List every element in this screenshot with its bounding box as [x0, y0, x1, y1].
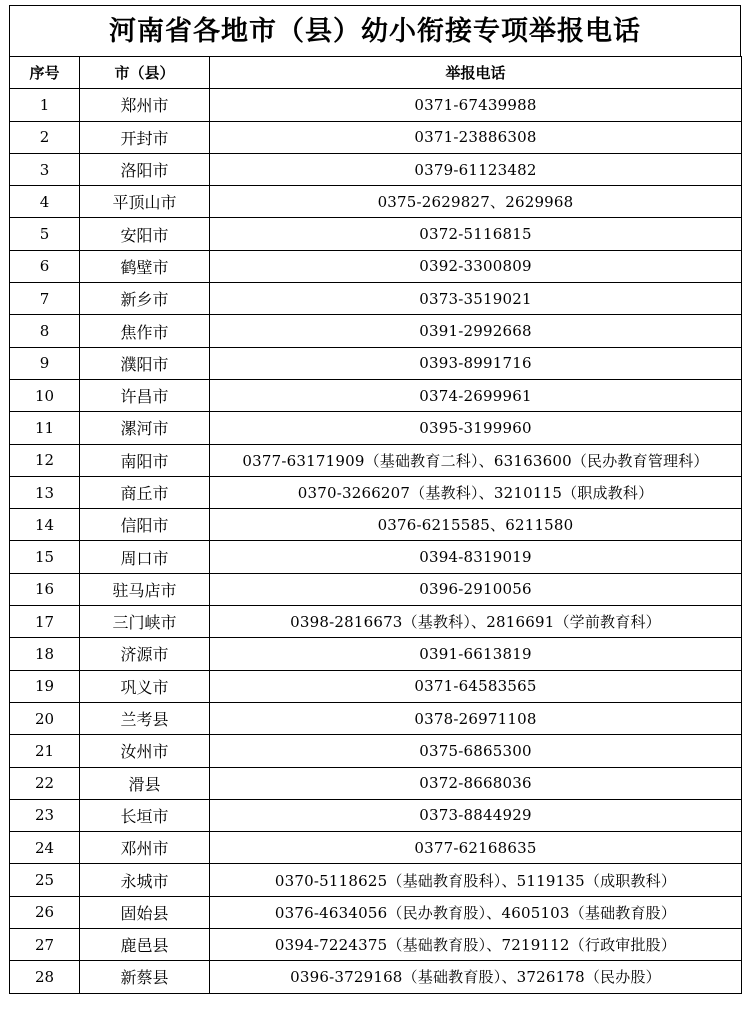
- table-header-row: [10, 57, 742, 89]
- row-index: 18: [10, 638, 80, 670]
- row-index: 25: [10, 864, 80, 896]
- row-phone: 0396-3729168（基础教育股）、3726178（民办股）: [210, 961, 742, 993]
- table-body: [10, 89, 742, 993]
- row-city: 开封市: [80, 121, 210, 153]
- row-phone: 0373-3519021: [210, 283, 742, 315]
- hotline-sheet: [9, 5, 741, 994]
- table-row: [10, 832, 742, 864]
- row-city: 汝州市: [80, 735, 210, 767]
- row-phone: 0379-61123482: [210, 153, 742, 185]
- table-row: [10, 541, 742, 573]
- table-row: [10, 347, 742, 379]
- row-city: 邓州市: [80, 832, 210, 864]
- row-phone: 0398-2816673（基教科）、2816691（学前教育科）: [210, 606, 742, 638]
- table-row: [10, 476, 742, 508]
- row-phone: 0375-2629827、2629968: [210, 186, 742, 218]
- table-row: [10, 412, 742, 444]
- row-city: 长垣市: [80, 799, 210, 831]
- row-phone: 0395-3199960: [210, 412, 742, 444]
- row-phone: 0394-7224375（基础教育股）、7219112（行政审批股）: [210, 929, 742, 961]
- row-index: 17: [10, 606, 80, 638]
- row-index: 5: [10, 218, 80, 250]
- row-city: 鹤壁市: [80, 250, 210, 282]
- page-title: 河南省各地市（县）幼小衔接专项举报电话: [9, 5, 741, 56]
- row-phone: 0371-67439988: [210, 89, 742, 121]
- row-index: 22: [10, 767, 80, 799]
- row-city: 商丘市: [80, 476, 210, 508]
- row-city: 漯河市: [80, 412, 210, 444]
- row-city: 滑县: [80, 767, 210, 799]
- table-row: [10, 315, 742, 347]
- row-phone: 0376-6215585、6211580: [210, 509, 742, 541]
- row-city: 鹿邑县: [80, 929, 210, 961]
- header-city: 市（县）: [80, 57, 210, 89]
- row-phone: 0376-4634056（民办教育股）、4605103（基础教育股）: [210, 896, 742, 928]
- row-city: 驻马店市: [80, 573, 210, 605]
- row-phone: 0393-8991716: [210, 347, 742, 379]
- row-city: 安阳市: [80, 218, 210, 250]
- header-phone: 举报电话: [210, 57, 742, 89]
- row-phone: 0374-2699961: [210, 379, 742, 411]
- row-index: 11: [10, 412, 80, 444]
- row-phone: 0377-63171909（基础教育二科）、63163600（民办教育管理科）: [210, 444, 742, 476]
- row-index: 7: [10, 283, 80, 315]
- row-phone: 0371-64583565: [210, 670, 742, 702]
- row-city: 许昌市: [80, 379, 210, 411]
- row-index: 4: [10, 186, 80, 218]
- table-row: [10, 573, 742, 605]
- row-index: 19: [10, 670, 80, 702]
- table-row: [10, 89, 742, 121]
- row-phone: 0396-2910056: [210, 573, 742, 605]
- table-row: [10, 864, 742, 896]
- row-phone: 0372-5116815: [210, 218, 742, 250]
- row-index: 20: [10, 702, 80, 734]
- table-row: [10, 735, 742, 767]
- row-city: 洛阳市: [80, 153, 210, 185]
- table-row: [10, 121, 742, 153]
- row-index: 3: [10, 153, 80, 185]
- table-row: [10, 250, 742, 282]
- row-city: 濮阳市: [80, 347, 210, 379]
- row-index: 10: [10, 379, 80, 411]
- table-row: [10, 606, 742, 638]
- row-city: 永城市: [80, 864, 210, 896]
- row-index: 16: [10, 573, 80, 605]
- row-index: 26: [10, 896, 80, 928]
- row-city: 周口市: [80, 541, 210, 573]
- row-phone: 0378-26971108: [210, 702, 742, 734]
- row-city: 郑州市: [80, 89, 210, 121]
- row-index: 28: [10, 961, 80, 993]
- row-phone: 0375-6865300: [210, 735, 742, 767]
- row-phone: 0370-3266207（基教科）、3210115（职成教科）: [210, 476, 742, 508]
- row-index: 6: [10, 250, 80, 282]
- header-index: 序号: [10, 57, 80, 89]
- table-row: [10, 186, 742, 218]
- hotline-table: [9, 56, 742, 994]
- table-row: [10, 799, 742, 831]
- row-city: 新蔡县: [80, 961, 210, 993]
- row-city: 固始县: [80, 896, 210, 928]
- table-row: [10, 767, 742, 799]
- table-row: [10, 509, 742, 541]
- table-row: [10, 153, 742, 185]
- row-phone: 0371-23886308: [210, 121, 742, 153]
- row-index: 21: [10, 735, 80, 767]
- row-index: 1: [10, 89, 80, 121]
- table-row: [10, 670, 742, 702]
- row-city: 三门峡市: [80, 606, 210, 638]
- row-index: 24: [10, 832, 80, 864]
- row-city: 南阳市: [80, 444, 210, 476]
- row-city: 兰考县: [80, 702, 210, 734]
- row-index: 27: [10, 929, 80, 961]
- table-row: [10, 444, 742, 476]
- row-phone: 0394-8319019: [210, 541, 742, 573]
- row-index: 23: [10, 799, 80, 831]
- row-city: 平顶山市: [80, 186, 210, 218]
- table-row: [10, 896, 742, 928]
- table-row: [10, 702, 742, 734]
- row-city: 焦作市: [80, 315, 210, 347]
- row-index: 2: [10, 121, 80, 153]
- row-phone: 0391-6613819: [210, 638, 742, 670]
- row-city: 济源市: [80, 638, 210, 670]
- table-row: [10, 218, 742, 250]
- row-index: 12: [10, 444, 80, 476]
- table-row: [10, 283, 742, 315]
- table-row: [10, 961, 742, 993]
- row-index: 14: [10, 509, 80, 541]
- row-index: 9: [10, 347, 80, 379]
- row-index: 8: [10, 315, 80, 347]
- row-index: 15: [10, 541, 80, 573]
- row-city: 巩义市: [80, 670, 210, 702]
- table-row: [10, 638, 742, 670]
- row-city: 信阳市: [80, 509, 210, 541]
- table-row: [10, 379, 742, 411]
- row-phone: 0373-8844929: [210, 799, 742, 831]
- row-phone: 0391-2992668: [210, 315, 742, 347]
- row-phone: 0370-5118625（基础教育股科）、5119135（成职教科）: [210, 864, 742, 896]
- row-index: 13: [10, 476, 80, 508]
- row-phone: 0372-8668036: [210, 767, 742, 799]
- row-phone: 0392-3300809: [210, 250, 742, 282]
- table-row: [10, 929, 742, 961]
- row-city: 新乡市: [80, 283, 210, 315]
- row-phone: 0377-62168635: [210, 832, 742, 864]
